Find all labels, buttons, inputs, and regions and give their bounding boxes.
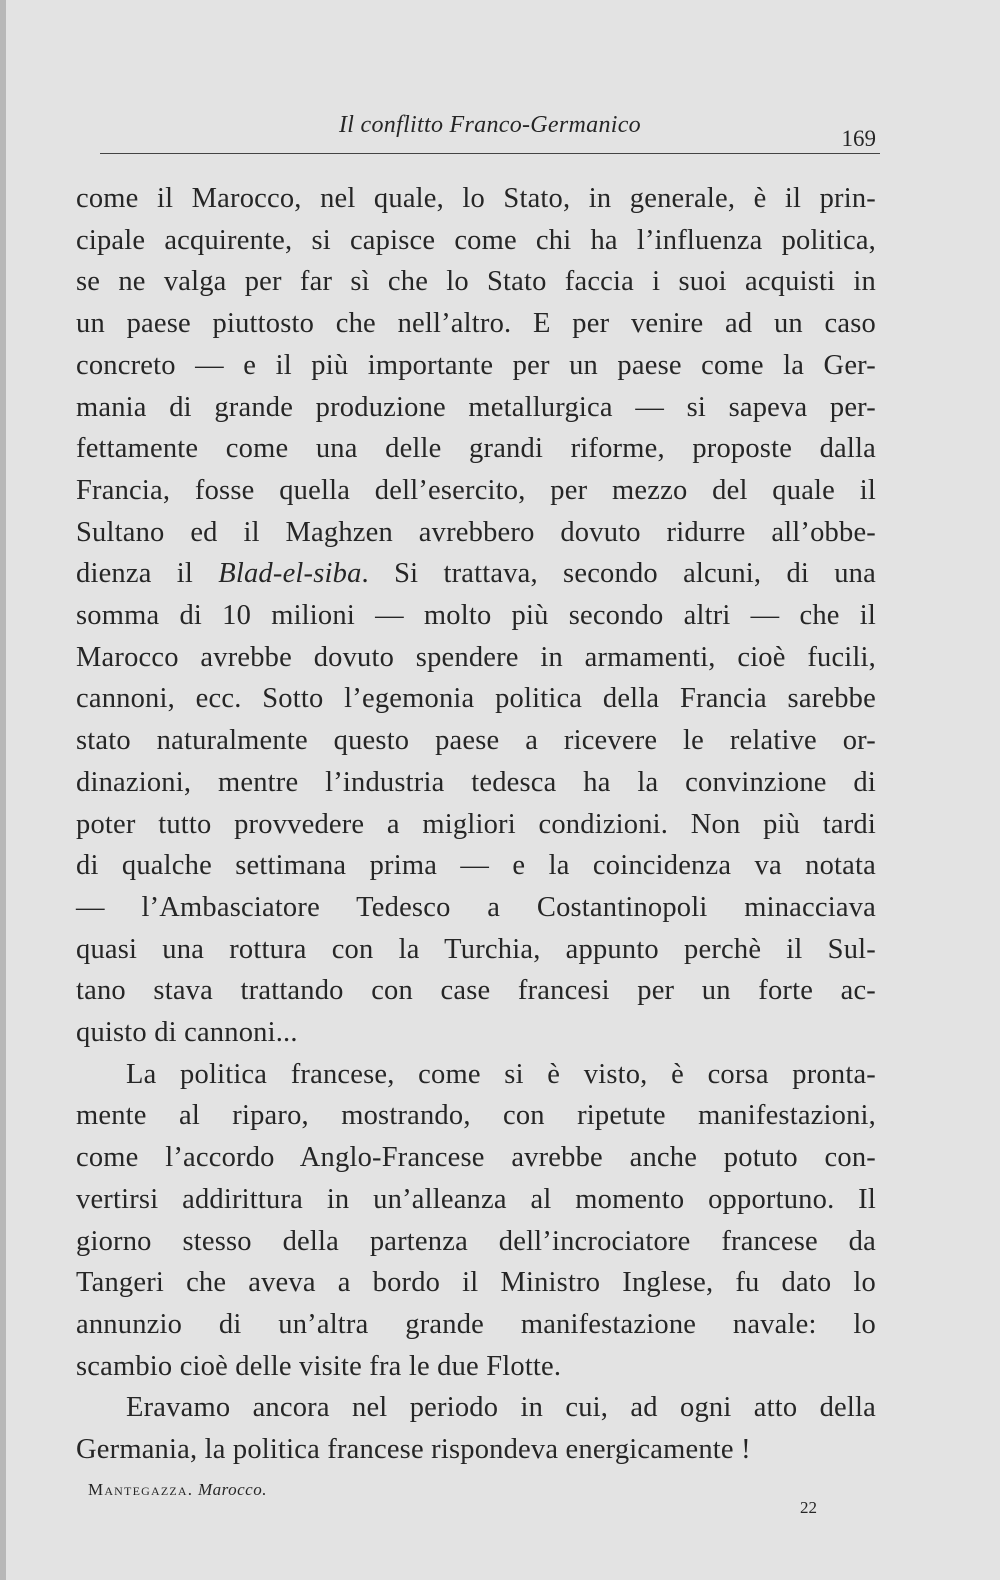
text-line: — l’Ambasciatore Tedesco a Costantinopoli minacciava bbox=[76, 891, 876, 923]
page-number: 169 bbox=[841, 126, 876, 151]
text-line: quisto di cannoni... bbox=[76, 1017, 298, 1049]
text-line: concreto — e il più importante per un paese come la Ger- bbox=[76, 349, 876, 381]
text-line: Marocco avrebbe dovuto spendere in armamenti, cioè fucili, bbox=[76, 641, 876, 673]
text-line: fettamente come una delle grandi riforme, proposte dalla bbox=[76, 433, 876, 465]
text-line: scambio cioè delle visite fra le due Flotte. bbox=[76, 1350, 562, 1382]
page-edge bbox=[0, 0, 6, 1580]
text-line: Sultano ed il Maghzen avrebbero dovuto ridurre all’obbe- bbox=[76, 516, 876, 548]
text-line: tano stava trattando con case francesi per un forte ac- bbox=[76, 975, 876, 1007]
text-line: Tangeri che aveva a bordo il Ministro Inglese, fu dato lo bbox=[76, 1267, 876, 1299]
text-line: dienza il Blad-el-siba. Si trattava, secondo alcuni, di una bbox=[76, 558, 876, 590]
text-line: quasi una rottura con la Turchia, appunto perchè il Sul- bbox=[76, 933, 876, 965]
text-line: Eravamo ancora nel periodo in cui, ad ogni atto della bbox=[126, 1392, 876, 1424]
paragraph-1 bbox=[76, 178, 876, 1054]
header-rule bbox=[100, 153, 880, 154]
signature-author: Mantegazza. bbox=[88, 1480, 194, 1499]
italic-term: Blad-el-siba bbox=[218, 558, 362, 590]
paragraph-2 bbox=[76, 1054, 876, 1388]
text-line: cipale acquirente, si capisce come chi ha l’influenza politica, bbox=[76, 224, 876, 256]
text-line: come l’accordo Anglo-Francese avrebbe anche potuto con- bbox=[76, 1142, 876, 1174]
sheet-number: 22 bbox=[800, 1498, 817, 1517]
text-line: somma di 10 milioni — molto più secondo altri — che il bbox=[76, 600, 876, 632]
text-line: Francia, fosse quella dell’esercito, per mezzo del quale il bbox=[76, 474, 876, 506]
running-head bbox=[100, 108, 880, 151]
text-line: mania di grande produzione metallurgica — si sapeva per- bbox=[76, 391, 876, 423]
text-line: Germania, la politica francese rispondeva energicamente ! bbox=[76, 1434, 751, 1466]
text-line: come il Marocco, nel quale, lo Stato, in generale, è il prin- bbox=[76, 183, 876, 214]
text-line: La politica francese, come si è visto, è corsa pronta- bbox=[126, 1058, 876, 1090]
text-line: mente al riparo, mostrando, con ripetute manifestazioni, bbox=[76, 1100, 876, 1132]
running-title: Il conflitto Franco-Germanico bbox=[339, 112, 641, 138]
body-text bbox=[76, 178, 876, 1471]
text-line: annunzio di un’altra grande manifestazione navale: lo bbox=[76, 1308, 876, 1340]
printer-signature bbox=[88, 1480, 267, 1500]
text-line: di qualche settimana prima — e la coincidenza va notata bbox=[76, 850, 876, 882]
text-line: un paese piuttosto che nell’altro. E per venire ad un caso bbox=[76, 308, 876, 340]
text-line: cannoni, ecc. Sotto l’egemonia politica della Francia sarebbe bbox=[76, 683, 876, 715]
text-line: poter tutto provvedere a migliori condizioni. Non più tardi bbox=[76, 808, 876, 840]
text-line: vertirsi addirittura in un’alleanza al momento opportuno. Il bbox=[76, 1183, 876, 1215]
text-line: giorno stesso della partenza dell’incrociatore francese da bbox=[76, 1225, 876, 1257]
text-line: se ne valga per far sì che lo Stato faccia i suoi acquisti in bbox=[76, 266, 876, 298]
signature-title: Marocco. bbox=[197, 1480, 267, 1499]
text-line: stato naturalmente questo paese a ricevere le relative or- bbox=[76, 725, 876, 757]
paragraph-3 bbox=[76, 1387, 876, 1470]
text-line: dinazioni, mentre l’industria tedesca ha la convinzione di bbox=[76, 766, 876, 798]
